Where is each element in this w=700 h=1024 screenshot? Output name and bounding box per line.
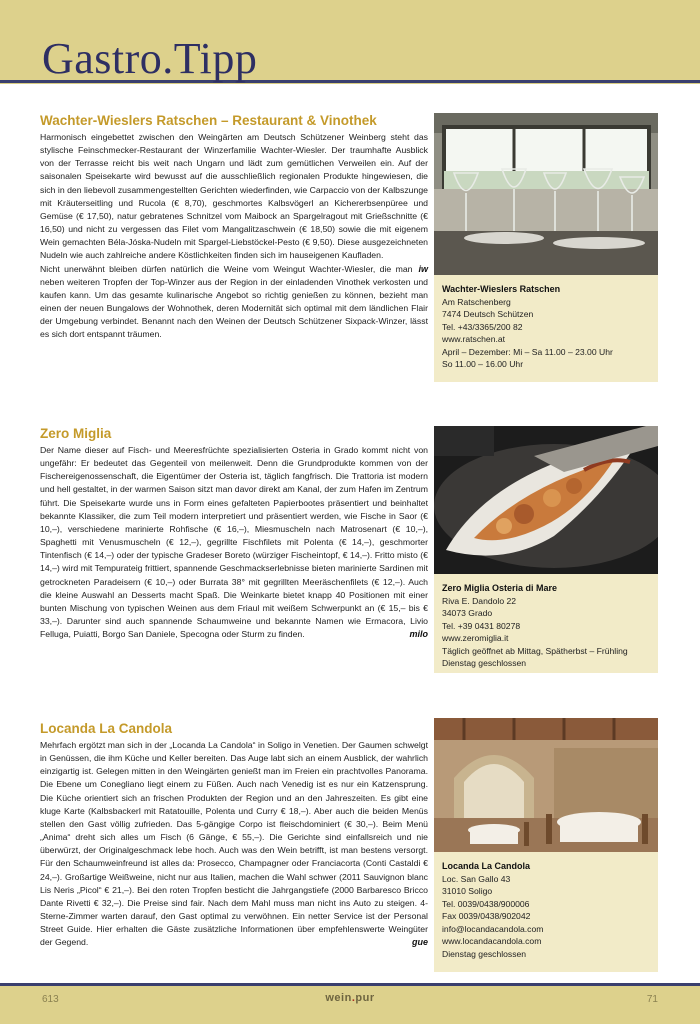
venue-name: Wachter-Wieslers Ratschen — [442, 284, 561, 294]
city-line: 31010 Soligo — [442, 886, 493, 896]
article-title: Wachter-Wieslers Ratschen – Restaurant & Vinothek — [40, 113, 377, 128]
masthead-title: Gastro.Tipp — [42, 34, 258, 83]
footer-brand-logo: wein.pur — [325, 992, 375, 1004]
closed-line: Dienstag geschlossen — [442, 658, 527, 668]
hours-line: April – Dezember: Mi – Sa 11.00 – 23.00 Uhr — [442, 346, 613, 357]
venue-name: Zero Miglia Osteria di Mare — [442, 583, 558, 593]
article-ratschen — [40, 113, 428, 342]
address-line: Loc. San Gallo 43 — [442, 873, 511, 884]
fax-line: Fax 0039/0438/902042 — [442, 911, 531, 921]
photo-dining-room — [434, 718, 658, 852]
website-link[interactable]: www.zeromiglia.it — [442, 633, 509, 643]
email-link[interactable]: info@locandacandola.com — [442, 923, 544, 934]
venue-name: Locanda La Candola — [442, 861, 531, 871]
article-body — [40, 131, 428, 342]
article-author: iw — [418, 263, 428, 274]
article-zero-miglia — [40, 426, 428, 641]
article-body — [40, 444, 428, 641]
phone-line: Tel. +43/3365/200 82 — [442, 321, 523, 332]
article-title: Locanda La Candola — [40, 721, 173, 736]
website-link[interactable]: www.ratschen.at — [442, 334, 506, 344]
info-box — [434, 852, 658, 972]
article-la-candola — [40, 721, 428, 950]
article-paragraph: iw Nicht unerwähnt bleiben dürfen natürlich die Weine vom Weingut Wachter-Wiesler, die man neben weiteren Tropfen der Top-Winzer aus der Region in der einladenden Vinothek verkosten und kaufen kann. Um das gesamte kulinarische Angebot so richtig genießen zu können, bezieht man einen der neuen Bungalows der Wohnothek, deren Modernität sich optimal mit dem ländlichen Flair der Umgebung verbindet. Benannt nach den Weinen der Deutsch Schützener Sixpack-Winzer, lässt es sich dort entspannt träumen. — [40, 263, 428, 340]
info-box — [434, 574, 658, 673]
sidebar-la-candola — [434, 718, 658, 972]
hours-line: Täglich geöffnet ab Mittag, Spätherbst – Frühling — [442, 645, 628, 656]
phone-line: Tel. 0039/0438/900006 — [442, 898, 530, 909]
article-title: Zero Miglia — [40, 426, 112, 441]
phone-line: Tel. +39 0431 80278 — [442, 620, 521, 631]
article-paragraph: Der Name dieser auf Fisch- und Meeresfrüchte spezialisierten Osteria in Grado kommt nicht von ungefähr: Er bedeutet das Gegenteil von meilenweit. Denn die Grundprodukte kommen von der Fischereigenossenschaft, die Eigentümer der Osteria ist, täglich fangfrisch. Die Trattoria ist modern und hell gestaltet, in der warmen Saison sitzt man davor direkt am Kanal, der zum Hafen im Zentrum führt. Die Speisekarte wurde uns in Form eines gefalteten Papierbootes präsentiert und beinhaltet bekannte Klassiker, die zum Teil modern interpretiert und präsentiert werden, wie Fische in Saor (€ 10,–), verschiedene marinierte Rohfische (€ 16,–), Miesmuscheln nach Matrosenart (€ 10,–), Spaghetti mit Venusmuscheln (€ 12,–), gegrillte Fischfilets mit Polenta (€ 14,–), geschmorter Tintenfisch (€ 14,–) oder der typische Gradeser Boreto (würziger Fischeintopf, € 14,–). Fritto misto (€ 14,–) wird mit Tempurateig frittiert, spannende Geschmackserlebnisse bieten marinierte Sardinen mit getrockneten Paradeisern (€ 10,–) oder Burrata 38° mit gegrillten Meeräschenfilets (€ 12,–). Auch die kleine Auswahl an Desserts macht Spaß. Die Weinkarte bietet knapp 40 Positionen mit einer bunten Mischung von typischen Weinen aus dem Friaul mit weißem Schwerpunkt an (€ 15,– bis € 33,–). Darunter sind auch spannende Schaumweine und bekannte Namen wie Ermacora, Livio Felluga, Puiatti, Borgo San Daniele, Specogna oder Sturm zu finden. milo — [40, 444, 428, 641]
article-body — [40, 739, 428, 950]
sidebar-ratschen — [434, 113, 658, 382]
terrace-photo-illustration — [434, 113, 658, 275]
info-box — [434, 275, 658, 382]
dining-room-photo-illustration — [434, 718, 658, 852]
page-number-left: 613 — [42, 994, 59, 1005]
article-author: gue — [411, 937, 428, 948]
hours-line: So 11.00 – 16.00 Uhr — [442, 359, 524, 369]
photo-restaurant-terrace — [434, 113, 658, 275]
address-line: Am Ratschenberg — [442, 296, 511, 307]
city-line: 7474 Deutsch Schützen — [442, 309, 534, 319]
article-paragraph: Mehrfach ergötzt man sich in der „Locanda La Candola“ in Soligo in Venetien. Der Gaumen schwelgt in Genüssen, die ihm Küche und Keller bereiten. Das Auge labt sich an einem Ausblick, der wahrlich einzigartig ist. Gelegen mitten in den Weingärten genießt man im Freien ein prachtvolles Panorama. Die Ebene um Conegliano liegt einem zu Füßen. Auch nach Venedig ist es nur ein Katzensprung. Die Küche orientiert sich an frischen Produkten der Region und an den Jahreszeiten. Es gibt eine kluge Karte (Kalbsbackerl mit Ratatouille, Polenta und Curry € 18,–). Aber auch die beiden Menüs stellen den Gast völlig zufrieden. Das 5-gängige Corpo ist fleischdominiert (€ 30,–). Beim Menü „Anima“ dreht sich alles um Fisch (6 Gänge, € 55,–). Die Gerichte sind einfallsreich und nie überwürzt, der Originalgeschmack lebe hoch. Auch was den Wein betrifft, ist man bestens versorgt. Für den Schaumweinfreund ist alles da: Prosecco, Champagner oder Franciacorta (Conti Castaldi € 24,–). Großartige Weißweine, nicht nur aus Italien, machen die Wahl schwer (2011 Sauvignon blanc Lis Neris „Picol“ € 21,–). Bei den roten Tropfen besticht die Jahrgangstiefe (2000 Barbaresco Bricco Dante Rivetti € 32,–). Die Preise sind fair. Nach dem Mahl muss man nicht ins Auto zu steigen. 4-Sterne-Zimmer warten darauf, den Gast optimal zu verwöhnen. Ein netter Service ist der Personal Street Guide. Hier erhalten die Gäste zusätzliche Informationen über empfehlenswerte Weingüter der Gegend. gue — [40, 739, 428, 950]
address-line: Riva E. Dandolo 22 — [442, 595, 517, 606]
article-paragraph: Harmonisch eingebettet zwischen den Weingärten am Deutsch Schützener Weinberg steht das stylische Feinschmecker-Restaurant der Winzerfamilie Wachter-Wiesler. Der traumhafte Ausblick von der Terrasse reicht bis weit nach Ungarn und lädt zum gemütlichen Verweilen ein. Auf der saisonalen Speisekarte wird bewusst auf die ausschließlich regionalen Produkte hingewiesen, die sich in den liebevoll zusammengestellten Gerichten wiederfinden, wie Carpaccio von der Kalbszunge mit Kräuterseitling und Rucola (€ 8,70), geschmortes Kalbsvögerl an Kichererbsenpüree und Gemüse (€ 17,50), natur gebratenes Schnitzel vom Maibock an Spargelragout mit Grießschnitte (€ 16,50) und nicht zu vergessen das Filet vom Mangalitzaschwein (€ 18,50) sowie die mit eigenem Wein gemachten Béla-Jóska-Nudeln mit Spargel-Liebstöckel-Pesto (€ 9,50). Diese ausgezeichneten Nudeln wie auch zahlreiche andere Köstlichkeiten finden sich im hauseigenen Kaufladen. — [40, 132, 428, 261]
article-author: milo — [409, 629, 428, 640]
photo-seafood-dish — [434, 426, 658, 574]
sidebar-zero-miglia — [434, 426, 658, 673]
city-line: 34073 Grado — [442, 608, 493, 618]
closed-line: Dienstag geschlossen — [442, 948, 527, 959]
seafood-photo-illustration — [434, 426, 658, 574]
website-link[interactable]: www.locandacandola.com — [442, 936, 542, 946]
page-number-right: 71 — [646, 994, 658, 1005]
